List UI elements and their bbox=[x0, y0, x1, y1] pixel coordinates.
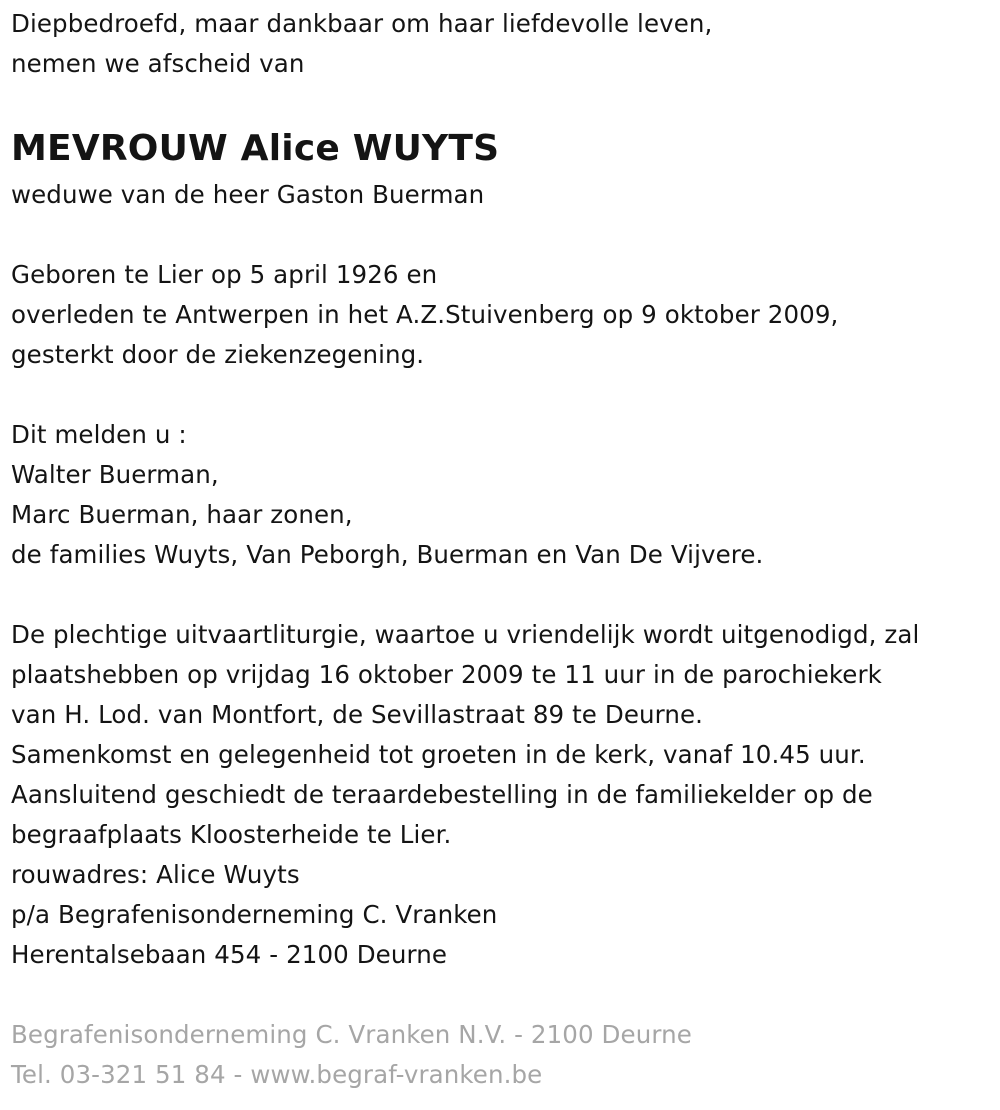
life-detail-line: Geboren te Lier op 5 april 1926 en bbox=[11, 260, 438, 289]
funeral-detail-line: begraafplaats Kloosterheide te Lier. bbox=[11, 820, 452, 849]
funeral-detail-line: p/a Begrafenisonderneming C. Vranken bbox=[11, 900, 498, 929]
spacer bbox=[11, 575, 996, 615]
funeral-detail-line: De plechtige uitvaartliturgie, waartoe u vriendelijk wordt uitgenodigd, zal bbox=[11, 620, 920, 649]
spacer bbox=[11, 84, 996, 121]
footer-company-line: Begrafenisonderneming C. Vranken N.V. - 2100 Deurne bbox=[11, 1020, 692, 1049]
life-details-section bbox=[11, 255, 996, 375]
life-detail-line: gesterkt door de ziekenzegening. bbox=[11, 340, 425, 369]
deceased-name: MEVROUW Alice WUYTS bbox=[11, 128, 500, 169]
intro-line: nemen we afscheid van bbox=[11, 49, 305, 78]
intro-section bbox=[11, 4, 996, 84]
spacer bbox=[11, 975, 996, 1015]
spacer bbox=[11, 375, 996, 415]
spacer bbox=[11, 215, 996, 255]
funeral-home-footer bbox=[11, 1015, 996, 1095]
funeral-detail-line: van H. Lod. van Montfort, de Sevillastraat 89 te Deurne. bbox=[11, 700, 704, 729]
funeral-detail-line: Aansluitend geschiedt de teraardebestelling in de familiekelder op de bbox=[11, 780, 873, 809]
announcement-line: Dit melden u : bbox=[11, 420, 187, 449]
announcement-section bbox=[11, 415, 996, 575]
funeral-detail-line: plaatshebben op vrijdag 16 oktober 2009 te 11 uur in de parochiekerk bbox=[11, 660, 882, 689]
life-detail-line: overleden te Antwerpen in het A.Z.Stuivenberg op 9 oktober 2009, bbox=[11, 300, 839, 329]
funeral-details-section bbox=[11, 615, 996, 975]
announcement-line: Walter Buerman, bbox=[11, 460, 219, 489]
intro-line: Diepbedroefd, maar dankbaar om haar liefdevolle leven, bbox=[11, 9, 713, 38]
relation-line: weduwe van de heer Gaston Buerman bbox=[11, 180, 485, 209]
announcement-line: Marc Buerman, haar zonen, bbox=[11, 500, 353, 529]
footer-contact-line: Tel. 03-321 51 84 - www.begraf-vranken.be bbox=[11, 1060, 543, 1089]
funeral-detail-line: Samenkomst en gelegenheid tot groeten in de kerk, vanaf 10.45 uur. bbox=[11, 740, 866, 769]
funeral-detail-line: Herentalsebaan 454 - 2100 Deurne bbox=[11, 940, 448, 969]
announcement-line: de families Wuyts, Van Peborgh, Buerman en Van De Vijvere. bbox=[11, 540, 764, 569]
funeral-detail-line: rouwadres: Alice Wuyts bbox=[11, 860, 300, 889]
obituary-notice bbox=[11, 4, 996, 1095]
